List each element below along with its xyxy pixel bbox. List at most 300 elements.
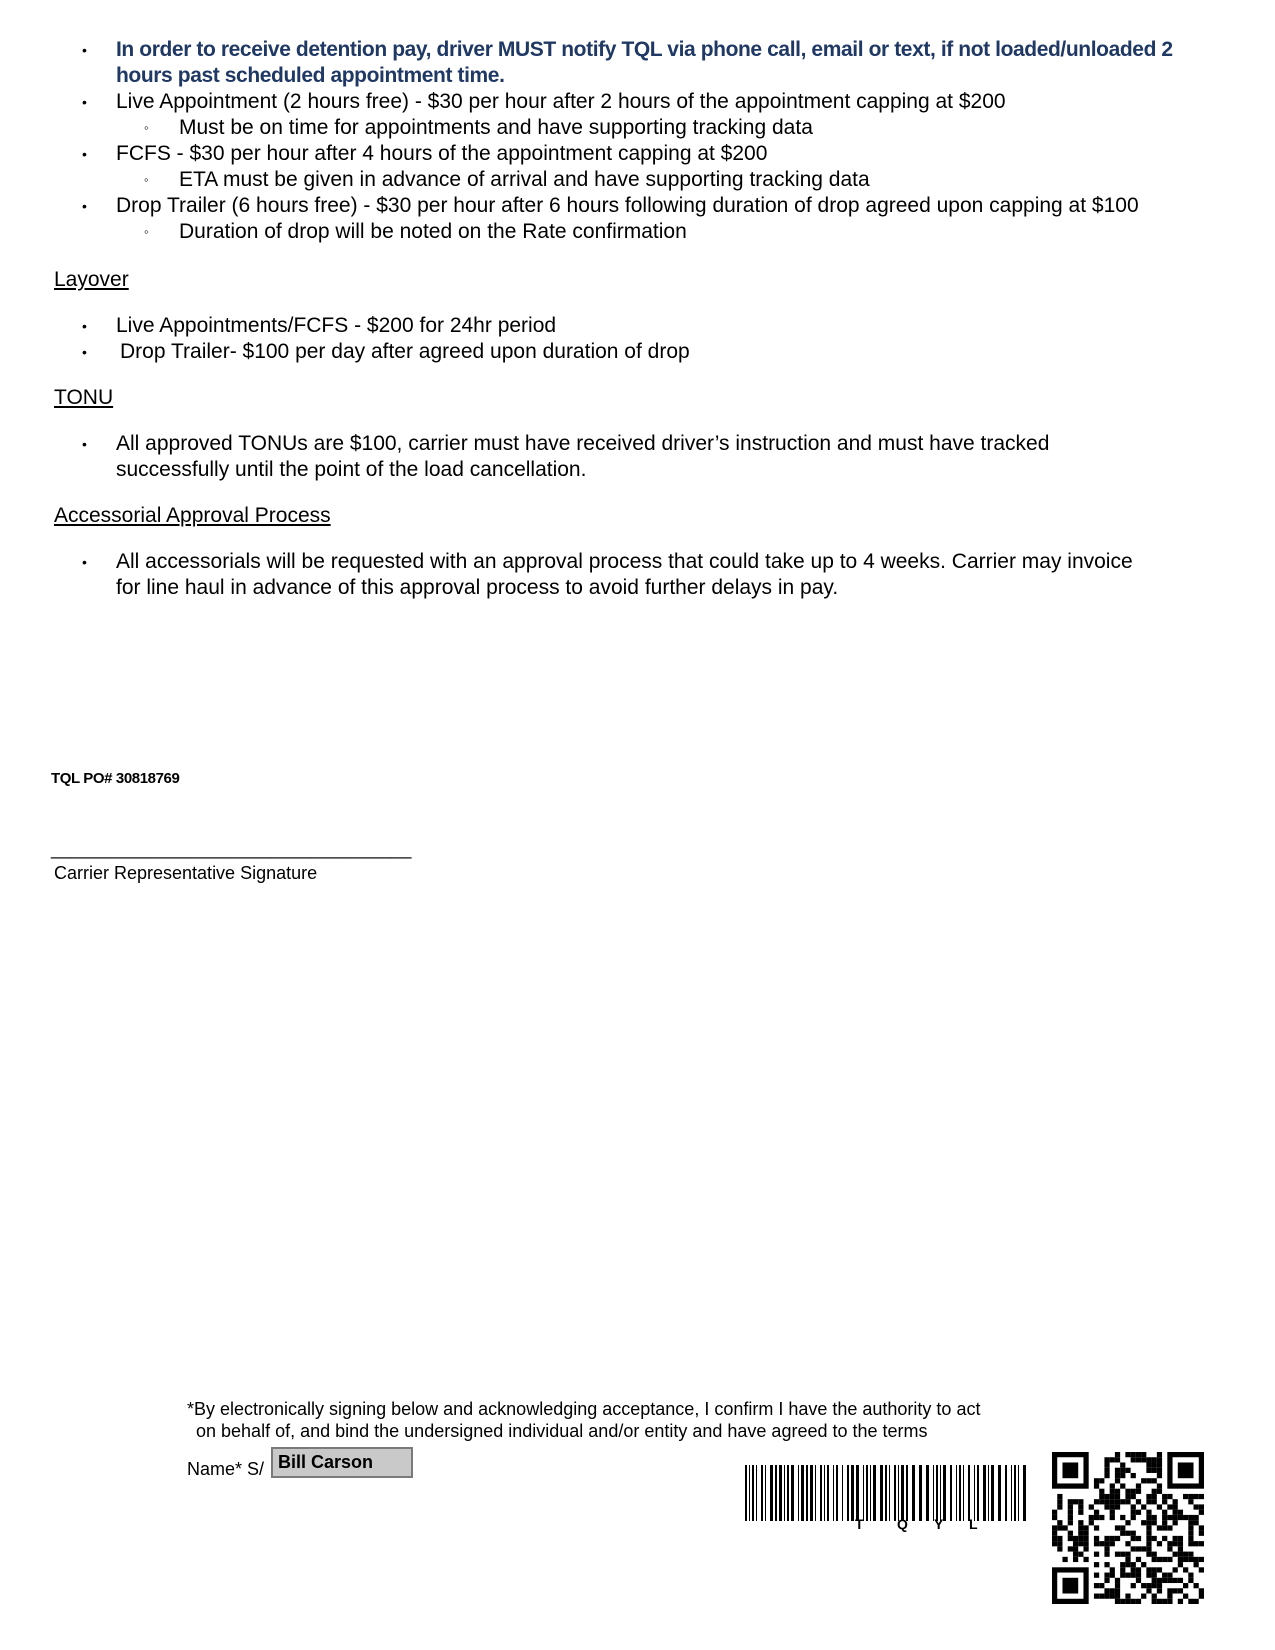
qr-module bbox=[1167, 1541, 1172, 1546]
qr-module bbox=[1115, 1457, 1120, 1462]
qr-module bbox=[1162, 1599, 1167, 1604]
qr-module bbox=[1115, 1525, 1120, 1530]
qr-module bbox=[1115, 1452, 1120, 1457]
qr-module bbox=[1167, 1573, 1172, 1578]
qr-module bbox=[1188, 1494, 1193, 1499]
qr-module bbox=[1099, 1494, 1104, 1499]
barcode-bar bbox=[836, 1465, 838, 1521]
barcode-bar bbox=[749, 1465, 751, 1521]
qr-module bbox=[1094, 1478, 1099, 1483]
bullet: • bbox=[82, 198, 87, 214]
sub-bullet: ◦ bbox=[144, 172, 149, 187]
qr-module bbox=[1057, 1494, 1062, 1499]
qr-module bbox=[1188, 1520, 1193, 1525]
qr-module bbox=[1125, 1520, 1130, 1525]
drop-trailer-subitem: Duration of drop will be noted on the Rate confirmation bbox=[179, 220, 687, 243]
qr-module bbox=[1141, 1457, 1146, 1462]
qr-module bbox=[1157, 1468, 1162, 1473]
esign-statement-line1: *By electronically signing below and acknowledging acceptance, I confirm I have the authority to act bbox=[187, 1399, 981, 1419]
qr-module bbox=[1152, 1552, 1157, 1557]
qr-module bbox=[1120, 1462, 1125, 1467]
barcode-bar bbox=[956, 1465, 958, 1521]
bullet: • bbox=[82, 344, 87, 360]
barcode-bar bbox=[906, 1465, 908, 1521]
qr-module bbox=[1194, 1599, 1199, 1604]
barcode-bar bbox=[775, 1465, 777, 1521]
qr-module bbox=[1078, 1504, 1083, 1509]
qr-module bbox=[1115, 1499, 1120, 1504]
qr-module bbox=[1110, 1594, 1115, 1599]
barcode-bar bbox=[898, 1465, 900, 1521]
qr-module bbox=[1136, 1573, 1141, 1578]
qr-module bbox=[1167, 1588, 1172, 1593]
qr-module bbox=[1152, 1489, 1157, 1494]
qr-module bbox=[1136, 1578, 1141, 1583]
qr-module bbox=[1194, 1520, 1199, 1525]
qr-module bbox=[1136, 1457, 1141, 1462]
barcode-bar bbox=[1005, 1465, 1007, 1521]
qr-module bbox=[1104, 1573, 1109, 1578]
qr-module bbox=[1125, 1573, 1130, 1578]
barcode-bar bbox=[833, 1465, 835, 1521]
qr-module bbox=[1152, 1578, 1157, 1583]
qr-module bbox=[1136, 1510, 1141, 1515]
bullet: • bbox=[82, 554, 87, 570]
fcfs-subitem: ETA must be given in advance of arrival and have supporting tracking data bbox=[179, 168, 870, 191]
qr-module bbox=[1125, 1541, 1130, 1546]
qr-module bbox=[1125, 1531, 1130, 1536]
qr-module bbox=[1110, 1541, 1115, 1546]
barcode-bar bbox=[842, 1465, 844, 1521]
qr-module bbox=[1157, 1557, 1162, 1562]
qr-module bbox=[1173, 1499, 1178, 1504]
qr-module bbox=[1115, 1594, 1120, 1599]
qr-module bbox=[1110, 1588, 1115, 1593]
barcode-letter: Q bbox=[897, 1516, 908, 1532]
qr-module bbox=[1152, 1499, 1157, 1504]
qr-module bbox=[1125, 1468, 1130, 1473]
qr-module bbox=[1052, 1515, 1057, 1520]
sub-bullet: ◦ bbox=[144, 224, 149, 239]
qr-module bbox=[1115, 1552, 1120, 1557]
qr-module bbox=[1068, 1504, 1073, 1509]
qr-module bbox=[1078, 1520, 1083, 1525]
qr-module bbox=[1188, 1536, 1193, 1541]
name-label: Name* S/ bbox=[187, 1459, 265, 1479]
qr-module bbox=[1194, 1557, 1199, 1562]
qr-module bbox=[1157, 1578, 1162, 1583]
qr-module bbox=[1078, 1541, 1083, 1546]
qr-module bbox=[1094, 1525, 1099, 1530]
barcode-bar bbox=[998, 1465, 1001, 1521]
qr-module bbox=[1083, 1531, 1088, 1536]
accessorial-heading: Accessorial Approval Process bbox=[54, 504, 331, 527]
layover-heading: Layover bbox=[54, 268, 129, 291]
barcode-bar bbox=[977, 1465, 979, 1521]
qr-module bbox=[1115, 1536, 1120, 1541]
qr-module bbox=[1173, 1552, 1178, 1557]
qr-module bbox=[1183, 1557, 1188, 1562]
qr-module bbox=[1167, 1546, 1172, 1551]
qr-module bbox=[1052, 1536, 1057, 1541]
qr-module bbox=[1062, 1557, 1067, 1562]
qr-module bbox=[1178, 1515, 1183, 1520]
qr-module bbox=[1062, 1578, 1078, 1594]
qr-module bbox=[1178, 1562, 1183, 1567]
qr-module bbox=[1073, 1541, 1078, 1546]
qr-module bbox=[1136, 1536, 1141, 1541]
qr-module bbox=[1068, 1510, 1073, 1515]
qr-module bbox=[1173, 1541, 1178, 1546]
barcode-bar bbox=[851, 1465, 854, 1521]
qr-module bbox=[1104, 1499, 1109, 1504]
qr-module bbox=[1162, 1525, 1167, 1530]
qr-module bbox=[1146, 1567, 1151, 1572]
qr-module bbox=[1094, 1583, 1099, 1588]
qr-module bbox=[1141, 1546, 1146, 1551]
qr-module bbox=[1152, 1494, 1157, 1499]
qr-module bbox=[1110, 1457, 1115, 1462]
qr-module bbox=[1146, 1531, 1151, 1536]
qr-module bbox=[1131, 1457, 1136, 1462]
qr-module bbox=[1131, 1452, 1136, 1457]
qr-module bbox=[1110, 1573, 1115, 1578]
qr-module bbox=[1152, 1594, 1157, 1599]
po-number: TQL PO# 30818769 bbox=[51, 770, 180, 787]
qr-module bbox=[1188, 1578, 1193, 1583]
qr-module bbox=[1131, 1504, 1136, 1509]
qr-module bbox=[1083, 1546, 1088, 1551]
qr-module bbox=[1178, 1578, 1183, 1583]
tonu-line2: successfully until the point of the load cancellation. bbox=[116, 458, 587, 481]
barcode-bar bbox=[798, 1465, 800, 1521]
bullet: • bbox=[82, 94, 87, 110]
barcode-bar bbox=[885, 1465, 887, 1521]
layover-item-live: Live Appointments/FCFS - $200 for 24hr period bbox=[116, 314, 557, 337]
qr-module bbox=[1194, 1504, 1199, 1509]
qr-module bbox=[1157, 1541, 1162, 1546]
qr-module bbox=[1136, 1452, 1141, 1457]
barcode-bar bbox=[901, 1465, 904, 1521]
qr-module bbox=[1120, 1562, 1125, 1567]
qr-module bbox=[1120, 1515, 1125, 1520]
qr-module bbox=[1188, 1499, 1193, 1504]
qr-module bbox=[1131, 1510, 1136, 1515]
qr-module bbox=[1173, 1510, 1178, 1515]
qr-module bbox=[1194, 1494, 1199, 1499]
qr-module bbox=[1120, 1473, 1125, 1478]
qr-module bbox=[1131, 1573, 1136, 1578]
barcode bbox=[745, 1465, 1030, 1521]
barcode-bar bbox=[959, 1465, 961, 1521]
qr-module bbox=[1089, 1515, 1094, 1520]
qr-module bbox=[1131, 1531, 1136, 1536]
qr-module bbox=[1110, 1499, 1115, 1504]
qr-module bbox=[1146, 1478, 1151, 1483]
qr-module bbox=[1162, 1578, 1167, 1583]
qr-module bbox=[1152, 1468, 1157, 1473]
qr-module bbox=[1188, 1557, 1193, 1562]
qr-module bbox=[1110, 1510, 1115, 1515]
qr-module bbox=[1094, 1510, 1099, 1515]
barcode-bar bbox=[943, 1465, 946, 1521]
qr-module bbox=[1146, 1541, 1151, 1546]
qr-module bbox=[1115, 1578, 1120, 1583]
qr-module bbox=[1094, 1594, 1099, 1599]
qr-module bbox=[1141, 1452, 1146, 1457]
detention-notice-line2: hours past scheduled appointment time. bbox=[116, 64, 505, 87]
qr-module bbox=[1141, 1504, 1146, 1509]
qr-module bbox=[1178, 1462, 1194, 1478]
qr-module bbox=[1146, 1457, 1151, 1462]
barcode-bar bbox=[1018, 1465, 1020, 1521]
live-appointment-item: Live Appointment (2 hours free) - $30 per hour after 2 hours of the appointment capping at $200 bbox=[116, 90, 1006, 113]
qr-module bbox=[1178, 1546, 1183, 1551]
qr-module bbox=[1199, 1504, 1204, 1509]
qr-module bbox=[1188, 1515, 1193, 1520]
qr-module bbox=[1068, 1546, 1073, 1551]
qr-module bbox=[1110, 1483, 1115, 1488]
qr-module bbox=[1057, 1499, 1062, 1504]
barcode-letter: Y bbox=[934, 1516, 944, 1532]
qr-module bbox=[1152, 1457, 1157, 1462]
drop-trailer-item: Drop Trailer (6 hours free) - $30 per hour after 6 hours following duration of drop agreed upon capping at $100 bbox=[116, 194, 1139, 217]
qr-module bbox=[1157, 1504, 1162, 1509]
qr-module bbox=[1188, 1552, 1193, 1557]
qr-module bbox=[1057, 1541, 1062, 1546]
qr-module bbox=[1178, 1536, 1183, 1541]
qr-module bbox=[1115, 1504, 1120, 1509]
qr-module bbox=[1199, 1525, 1204, 1530]
qr-module bbox=[1120, 1468, 1125, 1473]
barcode-letter: T bbox=[855, 1516, 864, 1532]
qr-module bbox=[1183, 1567, 1188, 1572]
qr-module bbox=[1052, 1510, 1057, 1515]
qr-module bbox=[1073, 1536, 1078, 1541]
sub-bullet: ◦ bbox=[144, 120, 149, 135]
qr-module bbox=[1110, 1515, 1115, 1520]
qr-module bbox=[1120, 1552, 1125, 1557]
qr-module bbox=[1136, 1483, 1141, 1488]
qr-module bbox=[1146, 1515, 1151, 1520]
barcode-bar bbox=[761, 1465, 763, 1521]
qr-module bbox=[1099, 1541, 1104, 1546]
barcode-bar bbox=[880, 1465, 883, 1521]
qr-module bbox=[1146, 1546, 1151, 1551]
qr-module bbox=[1104, 1473, 1109, 1478]
barcode-bar bbox=[787, 1465, 789, 1521]
barcode-bar bbox=[974, 1465, 976, 1521]
qr-module bbox=[1199, 1557, 1204, 1562]
qr-module bbox=[1146, 1552, 1151, 1557]
qr-module bbox=[1188, 1531, 1193, 1536]
qr-module bbox=[1162, 1520, 1167, 1525]
accessorial-line1: All accessorials will be requested with an approval process that could take up to 4 weeks. Carrier may invoice bbox=[116, 550, 1133, 573]
qr-module bbox=[1099, 1478, 1104, 1483]
qr-module bbox=[1104, 1536, 1109, 1541]
qr-module bbox=[1199, 1510, 1204, 1515]
qr-module bbox=[1178, 1557, 1183, 1562]
qr-module bbox=[1167, 1599, 1172, 1604]
qr-module bbox=[1104, 1457, 1109, 1462]
qr-module bbox=[1125, 1594, 1130, 1599]
qr-module bbox=[1183, 1583, 1188, 1588]
barcode-bar bbox=[1014, 1465, 1016, 1521]
qr-module bbox=[1152, 1462, 1157, 1467]
qr-module bbox=[1141, 1520, 1146, 1525]
qr-module bbox=[1141, 1562, 1146, 1567]
qr-module bbox=[1099, 1515, 1104, 1520]
qr-module bbox=[1146, 1573, 1151, 1578]
qr-module bbox=[1173, 1520, 1178, 1525]
qr-module bbox=[1183, 1494, 1188, 1499]
qr-module bbox=[1120, 1599, 1125, 1604]
qr-module bbox=[1094, 1499, 1099, 1504]
qr-module bbox=[1115, 1583, 1120, 1588]
qr-module bbox=[1178, 1599, 1183, 1604]
qr-module bbox=[1068, 1536, 1073, 1541]
qr-module bbox=[1120, 1573, 1125, 1578]
barcode-bar bbox=[801, 1465, 804, 1521]
qr-module bbox=[1178, 1541, 1183, 1546]
qr-module bbox=[1157, 1567, 1162, 1572]
qr-module bbox=[1057, 1536, 1062, 1541]
qr-module bbox=[1167, 1515, 1172, 1520]
qr-module bbox=[1173, 1578, 1178, 1583]
barcode-bar bbox=[991, 1465, 994, 1521]
barcode-bar bbox=[765, 1465, 767, 1521]
qr-module bbox=[1141, 1594, 1146, 1599]
barcode-bar bbox=[810, 1465, 813, 1521]
qr-module bbox=[1146, 1520, 1151, 1525]
qr-module bbox=[1157, 1457, 1162, 1462]
barcode-bar bbox=[988, 1465, 990, 1521]
qr-module bbox=[1104, 1462, 1109, 1467]
qr-module bbox=[1115, 1478, 1120, 1483]
qr-module bbox=[1152, 1557, 1157, 1562]
qr-module bbox=[1136, 1567, 1141, 1572]
qr-module bbox=[1125, 1499, 1130, 1504]
qr-module bbox=[1052, 1541, 1057, 1546]
barcode-bar bbox=[827, 1465, 829, 1521]
qr-module bbox=[1099, 1489, 1104, 1494]
qr-module bbox=[1110, 1536, 1115, 1541]
qr-module bbox=[1115, 1494, 1120, 1499]
barcode-bar bbox=[863, 1465, 865, 1521]
qr-module bbox=[1110, 1567, 1115, 1572]
qr-module bbox=[1146, 1468, 1151, 1473]
bullet: • bbox=[82, 42, 87, 58]
qr-module bbox=[1131, 1494, 1136, 1499]
qr-module bbox=[1099, 1499, 1104, 1504]
qr-module bbox=[1173, 1567, 1178, 1572]
qr-module bbox=[1199, 1494, 1204, 1499]
barcode-bar bbox=[784, 1465, 786, 1521]
qr-module bbox=[1078, 1536, 1083, 1541]
qr-module bbox=[1188, 1541, 1193, 1546]
qr-module bbox=[1199, 1588, 1204, 1593]
qr-module bbox=[1173, 1504, 1178, 1509]
qr-module bbox=[1173, 1588, 1178, 1593]
qr-module bbox=[1078, 1552, 1083, 1557]
barcode-bar bbox=[820, 1465, 822, 1521]
qr-module bbox=[1125, 1599, 1130, 1604]
qr-module bbox=[1094, 1536, 1099, 1541]
qr-module bbox=[1104, 1552, 1109, 1557]
barcode-bar bbox=[963, 1465, 965, 1521]
qr-module bbox=[1104, 1468, 1109, 1473]
qr-module bbox=[1146, 1588, 1151, 1593]
qr-module bbox=[1110, 1504, 1115, 1509]
barcode-bar bbox=[866, 1465, 868, 1521]
qr-module bbox=[1104, 1494, 1109, 1499]
qr-module bbox=[1094, 1552, 1099, 1557]
qr-module bbox=[1136, 1557, 1141, 1562]
qr-module bbox=[1068, 1531, 1073, 1536]
barcode-bar bbox=[933, 1465, 935, 1521]
signature-name-field[interactable]: Bill Carson bbox=[271, 1447, 413, 1478]
qr-module bbox=[1073, 1546, 1078, 1551]
qr-module bbox=[1167, 1525, 1172, 1530]
layover-item-drop: Drop Trailer- $100 per day after agreed upon duration of drop bbox=[120, 340, 690, 363]
qr-module bbox=[1162, 1536, 1167, 1541]
qr-module bbox=[1152, 1599, 1157, 1604]
qr-module bbox=[1083, 1536, 1088, 1541]
qr-module bbox=[1115, 1473, 1120, 1478]
barcode-bar bbox=[950, 1465, 952, 1521]
qr-module bbox=[1131, 1599, 1136, 1604]
barcode-bar bbox=[873, 1465, 876, 1521]
qr-module bbox=[1167, 1578, 1172, 1583]
tonu-line1: All approved TONUs are $100, carrier must have received driver’s instruction and must have tracked bbox=[116, 432, 1050, 455]
qr-module bbox=[1157, 1588, 1162, 1593]
barcode-bar bbox=[919, 1465, 922, 1521]
qr-module bbox=[1094, 1562, 1099, 1567]
qr-module bbox=[1120, 1525, 1125, 1530]
qr-module bbox=[1073, 1557, 1078, 1562]
qr-module bbox=[1146, 1583, 1151, 1588]
barcode-bar bbox=[870, 1465, 872, 1521]
qr-module bbox=[1199, 1531, 1204, 1536]
qr-module bbox=[1089, 1520, 1094, 1525]
qr-module bbox=[1115, 1468, 1120, 1473]
qr-module bbox=[1104, 1541, 1109, 1546]
qr-module bbox=[1073, 1499, 1078, 1504]
barcode-bar bbox=[983, 1465, 986, 1521]
qr-module bbox=[1131, 1473, 1136, 1478]
qr-module bbox=[1157, 1483, 1162, 1488]
qr-module bbox=[1152, 1573, 1157, 1578]
qr-module bbox=[1115, 1588, 1120, 1593]
qr-module bbox=[1094, 1573, 1099, 1578]
qr-module bbox=[1183, 1515, 1188, 1520]
qr-module bbox=[1078, 1531, 1083, 1536]
qr-module bbox=[1162, 1494, 1167, 1499]
qr-module bbox=[1131, 1562, 1136, 1567]
signature-line: ____________________________________ bbox=[51, 839, 412, 859]
qr-module bbox=[1104, 1562, 1109, 1567]
qr-module bbox=[1183, 1552, 1188, 1557]
qr-module bbox=[1115, 1599, 1120, 1604]
qr-module bbox=[1062, 1462, 1078, 1478]
qr-module bbox=[1157, 1583, 1162, 1588]
qr-module bbox=[1199, 1541, 1204, 1546]
barcode-bar bbox=[824, 1465, 826, 1521]
barcode-bar bbox=[779, 1465, 782, 1521]
qr-module bbox=[1194, 1562, 1199, 1567]
barcode-bar bbox=[912, 1465, 915, 1521]
barcode-bar bbox=[791, 1465, 794, 1521]
